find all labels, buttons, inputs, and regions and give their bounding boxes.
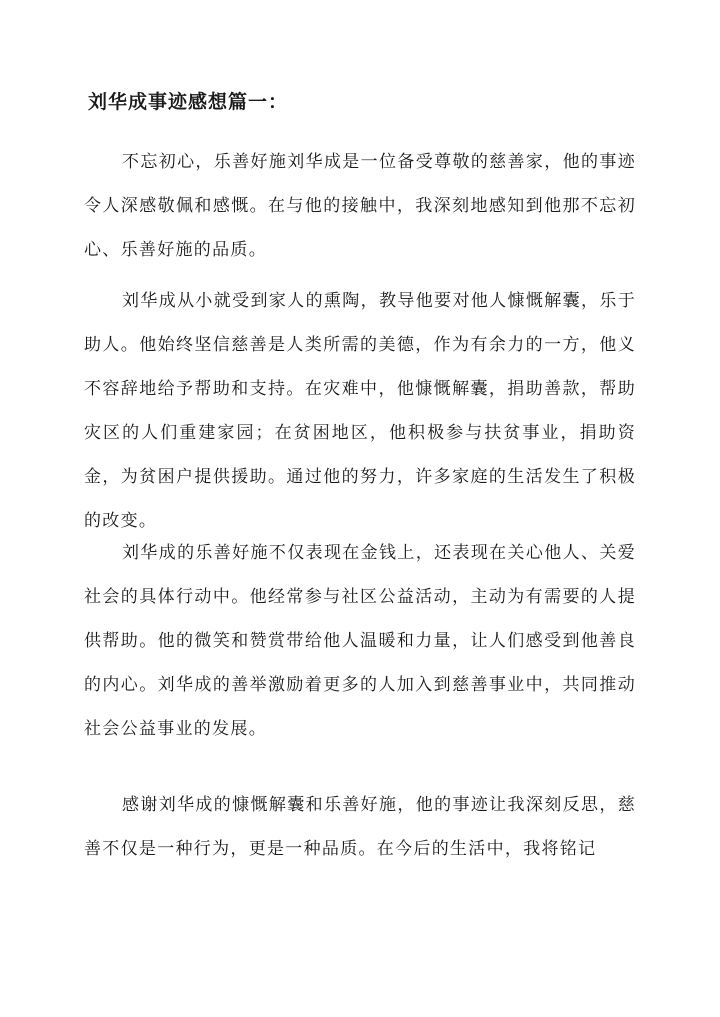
- paragraph-3: 刘华成的乐善好施不仅表现在金钱上，还表现在关心他人、关爱社会的具体行动中。他经常参与社区公益活动，主动为有需要的人提供帮助。他的微笑和赞赏带给他人温暖和力量，让人们感受到他善良的内心。刘华成的善举激励着更多的人加入到慈善事业中，共同推动社会公益事业的发展。: [84, 543, 636, 739]
- paragraph-1: 不忘初心，乐善好施刘华成是一位备受尊敬的慈善家，他的事迹令人深感敬佩和感慨。在与他的接触中，我深刻地感知到他那不忘初心、乐善好施的品质。: [84, 152, 636, 260]
- paragraph-2: 刘华成从小就受到家人的熏陶，教导他要对他人慷慨解囊，乐于助人。他始终坚信慈善是人类所需的美德，作为有余力的一方，他义不容辞地给予帮助和支持。在灾难中，他慷慨解囊，捐助善款，帮助灾区的人们重建家园；在贫困地区，他积极参与扶贫事业，捐助资金，为贫困户提供援助。通过他的努力，许多家庭的生活发生了积极的改变。: [84, 291, 636, 531]
- paragraph-4: 感谢刘华成的慷慨解囊和乐善好施，他的事迹让我深刻反思，慈善不仅是一种行为，更是一种品质。在今后的生活中，我将铭记: [84, 795, 636, 859]
- document-title: 刘华成事迹感想篇一：: [88, 91, 289, 113]
